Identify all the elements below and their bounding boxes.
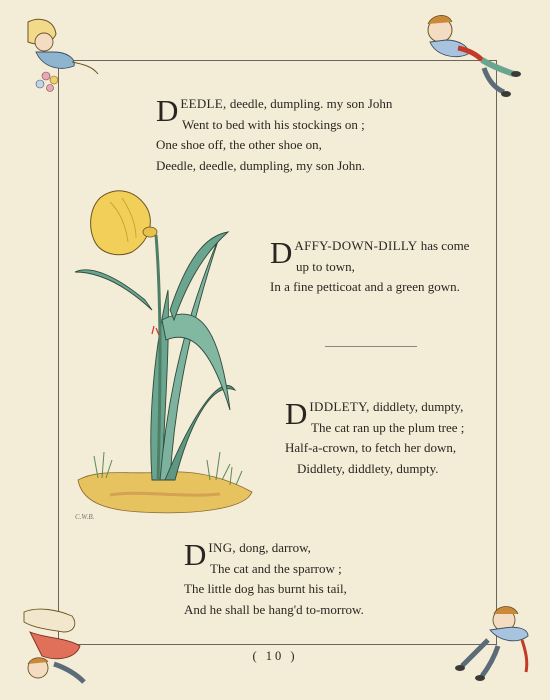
rhyme-first-word-caps: EEDLE,: [180, 96, 227, 111]
rhyme-line: Went to bed with his stockings on ;: [182, 116, 365, 132]
illustrator-signature: C.W.B.: [75, 513, 95, 521]
section-divider: [325, 346, 417, 347]
rhyme-ding-dong: [184, 538, 364, 620]
rhyme-first-line-rest: dong, darrow,: [235, 540, 311, 555]
rhyme-first-line-rest: diddlety, dumpty,: [369, 399, 464, 414]
rhyme-line: [184, 538, 364, 559]
rhyme-deedle-deedle: [156, 93, 393, 176]
rhyme-line: up to town,: [296, 258, 355, 274]
rhyme-line: Diddlety, diddlety, dumpty.: [297, 460, 439, 476]
rhyme-diddlety: [285, 397, 464, 479]
drop-cap: D: [285, 396, 308, 431]
rhyme-daffy-down-dilly: [270, 235, 470, 298]
drop-cap: D: [270, 235, 293, 270]
rhyme-line: In a fine petticoat and a green gown.: [270, 279, 460, 294]
rhyme-line: The little dog has burnt his tail,: [184, 581, 347, 596]
rhyme-first-word-caps: AFFY-DOWN-DILLY: [294, 238, 418, 253]
daffodil-illustration: [70, 180, 260, 525]
child-bottom-right-corner: [438, 600, 538, 690]
rhyme-first-line-rest: has come: [417, 238, 470, 253]
rhyme-line: [285, 397, 464, 418]
rhyme-line: The cat and the sparrow ;: [210, 560, 342, 576]
girl-with-flowers-corner: [14, 14, 104, 104]
rhyme-line: One shoe off, the other shoe on,: [156, 137, 322, 152]
drop-cap: D: [156, 93, 179, 128]
rhyme-first-word-caps: IDDLETY,: [309, 399, 370, 414]
rhyme-line: Deedle, deedle, dumpling, my son John.: [156, 157, 366, 173]
page-number: ( 10 ): [252, 649, 298, 663]
rhyme-first-word-caps: ING,: [208, 540, 236, 555]
drop-cap: D: [184, 537, 207, 572]
boy-on-frame-corner: [418, 8, 524, 102]
rhyme-line: [270, 236, 470, 257]
rhyme-line: And he shall be hang'd to-morrow.: [184, 601, 364, 617]
rhyme-line: [156, 94, 393, 115]
child-bottom-left-corner: [14, 602, 100, 690]
rhyme-first-line-rest: deedle, dumpling. my son John: [226, 96, 393, 111]
rhyme-line: The cat ran up the plum tree ;: [311, 419, 465, 435]
rhyme-line: Half-a-crown, to fetch her down,: [285, 440, 457, 455]
